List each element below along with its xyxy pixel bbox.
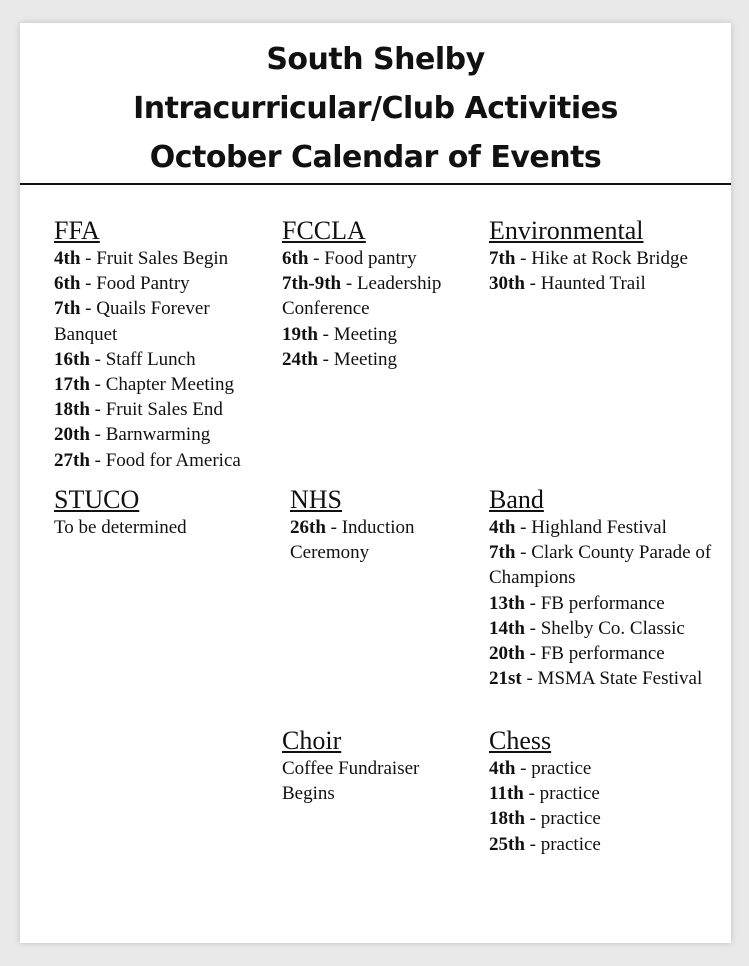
- event-date: 21st: [489, 668, 522, 690]
- event-item: [489, 641, 715, 666]
- section-ffa: [54, 216, 260, 473]
- event-description: - practice: [515, 758, 592, 779]
- event-item: [282, 322, 472, 347]
- event-description: - Highland Festival: [515, 517, 667, 538]
- event-date: 26th: [290, 517, 326, 538]
- event-date: 16th: [54, 348, 90, 370]
- event-date: 20th: [54, 424, 90, 446]
- event-item: [54, 372, 260, 397]
- document-header: [20, 23, 731, 185]
- event-date: 24th: [282, 348, 318, 370]
- header-line-activities: Intracurricular/Club Activities: [133, 91, 618, 126]
- event-item: [282, 347, 472, 372]
- event-date: 25th: [489, 833, 525, 855]
- section-title-stuco: STUCO: [54, 485, 140, 514]
- event-list-environmental: [489, 246, 689, 296]
- event-item: [54, 448, 260, 473]
- event-item: [489, 616, 715, 641]
- section-title-nhs: NHS: [290, 485, 343, 514]
- section-stuco: [54, 485, 264, 540]
- event-description: - Food Pantry: [80, 273, 190, 295]
- event-item: [489, 806, 689, 831]
- event-item: [54, 246, 260, 271]
- event-item: [489, 591, 715, 616]
- event-description: - Barnwarming: [89, 424, 211, 446]
- event-item: [489, 666, 715, 691]
- event-date: 20th: [489, 643, 525, 665]
- event-item: [54, 296, 260, 346]
- event-item: [489, 756, 689, 781]
- section-title-chess: Chess: [489, 726, 552, 755]
- section-title-choir: Choir: [282, 726, 342, 755]
- event-date: 4th: [489, 758, 516, 779]
- event-description: - MSMA State Festival: [521, 668, 703, 690]
- event-date: 19th: [282, 323, 318, 345]
- section-band: [489, 485, 715, 691]
- section-environmental: [489, 216, 689, 296]
- event-description: - Induction Ceremony: [290, 517, 415, 564]
- event-item: [290, 515, 470, 565]
- section-choir: [282, 726, 452, 806]
- event-date: 17th: [54, 374, 90, 396]
- event-date: 30th: [489, 273, 525, 295]
- event-item: [54, 422, 260, 447]
- event-date: 14th: [489, 617, 525, 639]
- event-date: 7th: [489, 542, 516, 564]
- event-list-chess: [489, 756, 689, 857]
- section-chess: [489, 726, 689, 857]
- section-title-environmental: Environmental: [489, 216, 644, 245]
- event-item: [282, 271, 472, 321]
- event-date: 13th: [489, 592, 525, 614]
- event-item: [489, 781, 689, 806]
- event-list-nhs: [290, 515, 470, 565]
- event-date: 4th: [489, 517, 516, 538]
- event-date: 27th: [54, 449, 90, 471]
- event-date: 7th-9th: [282, 273, 342, 295]
- event-description: - Quails Forever Banquet: [54, 298, 210, 345]
- section-fccla: [282, 216, 472, 372]
- section-note-stuco: To be determined: [54, 517, 187, 538]
- event-description: - practice: [523, 783, 600, 805]
- event-description: - Chapter Meeting: [89, 374, 234, 396]
- header-line-calendar: October Calendar of Events: [149, 140, 602, 175]
- event-description: - Staff Lunch: [89, 348, 196, 370]
- event-item: [489, 515, 715, 540]
- event-description: - FB performance: [524, 643, 665, 665]
- event-item: [489, 246, 689, 271]
- event-description: - Shelby Co. Classic: [524, 617, 685, 639]
- event-date: 6th: [54, 273, 81, 295]
- document-page: [20, 23, 731, 943]
- event-date: 11th: [489, 783, 524, 805]
- event-list-band: [489, 515, 715, 691]
- event-list-ffa: [54, 246, 260, 473]
- section-title-ffa: FFA: [54, 216, 100, 245]
- event-item: [54, 347, 260, 372]
- event-description: - Hike at Rock Bridge: [515, 248, 688, 269]
- event-list-fccla: [282, 246, 472, 372]
- event-description: - practice: [524, 833, 601, 855]
- event-description: - FB performance: [524, 592, 665, 614]
- event-description: - Meeting: [317, 348, 398, 370]
- event-item: [54, 271, 260, 296]
- event-description: - Clark County Parade of Champions: [489, 542, 712, 589]
- event-date: 18th: [54, 399, 90, 421]
- event-description: - Food pantry: [308, 248, 417, 269]
- event-description: - Fruit Sales End: [89, 399, 223, 421]
- event-description: - Haunted Trail: [524, 273, 646, 295]
- event-description: - Food for America: [89, 449, 241, 471]
- event-date: 7th: [54, 298, 81, 320]
- event-item: [489, 832, 689, 857]
- event-date: 4th: [54, 248, 81, 269]
- event-item: [489, 271, 689, 296]
- section-note-choir: Coffee Fundraiser Begins: [282, 758, 420, 805]
- event-description: - Meeting: [317, 323, 398, 345]
- event-date: 18th: [489, 808, 525, 830]
- event-date: 7th: [489, 248, 516, 269]
- section-nhs: [290, 485, 470, 565]
- event-item: [282, 246, 472, 271]
- event-description: - Fruit Sales Begin: [80, 248, 229, 269]
- event-item: [489, 540, 715, 590]
- event-description: - practice: [524, 808, 601, 830]
- event-item: [54, 397, 260, 422]
- section-title-fccla: FCCLA: [282, 216, 366, 245]
- event-date: 6th: [282, 248, 309, 269]
- event-description: - Leadership Conference: [282, 273, 442, 320]
- section-title-band: Band: [489, 485, 544, 514]
- header-line-school: South Shelby: [266, 42, 485, 77]
